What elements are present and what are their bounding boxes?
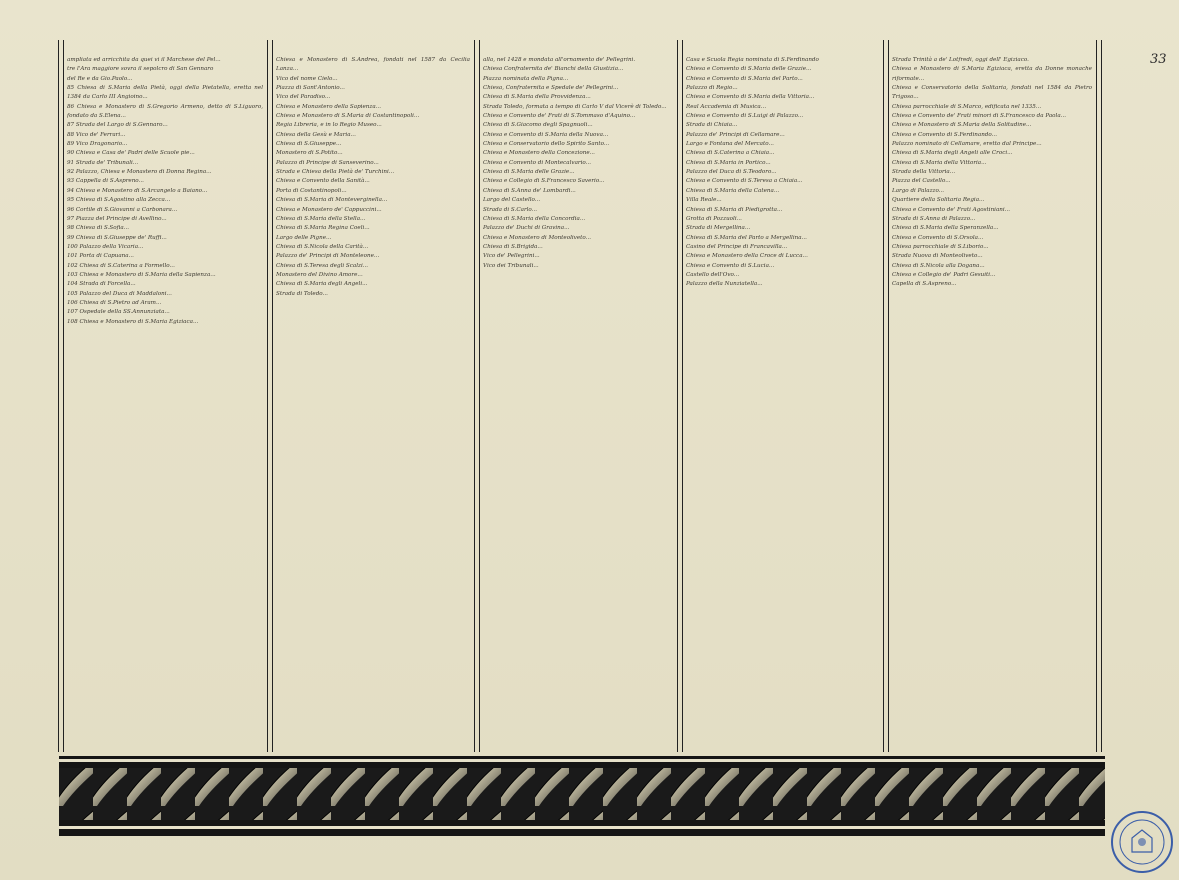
index-entry: Chiesa parrocchiale di S.Liborio... xyxy=(892,243,989,250)
index-entry: 106 Chiesa di S.Pietro ad Aram... xyxy=(67,299,162,306)
column-rule xyxy=(677,40,683,752)
column-rule xyxy=(474,40,480,752)
index-entry: Villa Reale... xyxy=(686,197,722,204)
index-column-2 xyxy=(276,56,470,748)
index-entry: Chiesa Confraternita de' Bianchi della Giustizia... xyxy=(483,66,624,73)
index-entry: Largo e Fontana del Mercato... xyxy=(686,141,774,148)
index-entry: Regia Libreria, e in lo Regio Museo... xyxy=(276,122,382,129)
index-column-5 xyxy=(892,56,1092,748)
index-entry: Chiesa e Monastero di S.Maria Egiziaca, eretta da Donne monache riformate... xyxy=(892,66,1092,82)
index-entry: 92 Palazzo, Chiesa e Monastero di Donna Regina... xyxy=(67,169,212,176)
index-entry: Chiesa di S.Teresa degli Scalzi... xyxy=(276,262,369,269)
index-entry: Chiesa e Convento di S.Maria della Nuova... xyxy=(483,131,609,138)
index-entry: 104 Strada di Forcella... xyxy=(67,281,136,288)
index-entry: Palazzo di Regio... xyxy=(686,85,738,92)
index-entry: Strada e Chiesa della Pietà de' Turchini... xyxy=(276,169,395,176)
index-entry: Strada di Toledo... xyxy=(276,290,328,297)
index-entry: Largo delle Pigne... xyxy=(276,234,332,241)
index-entry: Chiesa e Monastero di S.Maria della Solitudine... xyxy=(892,122,1032,129)
index-entry: Piazza nominata della Pigna... xyxy=(483,75,569,82)
index-entry: Chiesa e Monastero della Croce di Lucca... xyxy=(686,253,808,260)
index-entry: 102 Chiesa di S.Caterina a Formello... xyxy=(67,262,175,269)
column-rule xyxy=(267,40,273,752)
index-entry: Chiesa della Gesù e Maria... xyxy=(276,131,356,138)
index-entry: Palazzo di Principe di Sanseverino... xyxy=(276,159,379,166)
index-entry: Chiesa di S.Maria della Vittoria... xyxy=(892,159,987,166)
index-entry: Chiesa e Convento de' Frati di S.Tommaso d'Aquino... xyxy=(483,113,636,120)
index-entry: 86 Chiesa e Monastero di S.Gregorio Armeno, detto di S.Liguoro, fondato da S.Elena... xyxy=(67,103,263,120)
index-entry: Palazzo della Nunziatella... xyxy=(686,281,763,288)
column-text xyxy=(483,56,673,271)
index-entry: Vico del Paradiso... xyxy=(276,94,331,101)
index-entry: Real Accademia di Musica... xyxy=(686,103,767,110)
index-entry: Chiesa e Monastero de' Cappuccini... xyxy=(276,206,382,213)
index-entry: Chiesa e Convento della Sanità... xyxy=(276,178,370,185)
index-entry: Chiesa di S.Maria della Concordia... xyxy=(483,215,586,222)
index-entry: Largo del Castello... xyxy=(483,197,541,204)
index-entry: 101 Porta di Capuana... xyxy=(67,253,134,260)
index-entry: Casino del Principe di Francavilla... xyxy=(686,243,788,250)
index-entry: Palazzo de' Principi di Cellamare... xyxy=(686,131,785,138)
index-entry: Monastero del Divino Amore... xyxy=(276,271,363,278)
index-entry: Chiesa e Convento di S.Maria del Parto... xyxy=(686,75,803,82)
index-entry: 91 Strada de' Tribunali... xyxy=(67,159,139,166)
index-entry: Chiesa e Collegio di S.Francesco Saverio... xyxy=(483,178,605,185)
index-entry: Chiesa di S.Maria della Speranzella... xyxy=(892,225,999,232)
index-entry: Chiesa e Collegio de' Padri Gesuiti... xyxy=(892,271,996,278)
index-entry: Chiesa di S.Anna de' Lombardi... xyxy=(483,187,576,194)
index-column-3 xyxy=(483,56,673,748)
index-entry: Chiesa di S.Maria della Stella... xyxy=(276,215,366,222)
index-entry: Strada di S.Carlo... xyxy=(483,206,538,213)
index-entry: Chiesa e Convento di S.Luigi di Palazzo... xyxy=(686,113,804,120)
index-entry: Chiesa di S.Maria degli Angeli alle Croci... xyxy=(892,150,1013,157)
index-entry: Chiesa e Monastero di Monteoliveto... xyxy=(483,234,592,241)
index-entry: Grotta di Pozzuoli... xyxy=(686,215,742,222)
column-text xyxy=(686,56,879,290)
rope-ornament-band xyxy=(59,756,1105,836)
index-entry: Chiesa di S.Brigida... xyxy=(483,243,543,250)
index-entry: 108 Chiesa e Monastero di S.Maria Egiziaca... xyxy=(67,318,199,325)
index-entry: Vico de' Pellegrini... xyxy=(483,253,540,260)
index-entry: Chiesa e Convento di S.Maria delle Grazie... xyxy=(686,66,812,73)
index-entry: Vico del nome Cielo... xyxy=(276,75,338,82)
index-entry: Piazza di Sant'Antonio... xyxy=(276,85,345,92)
index-entry: Chiesa e Conservatorio della Solitaria, fondati nel 1584 da Pietro Trigoso... xyxy=(892,85,1092,101)
index-entry: 107 Ospedale della SS.Annunziata... xyxy=(67,309,170,316)
index-entry: Chiesa e Monastero della Concezione... xyxy=(483,150,595,157)
index-entry: Chiesa di S.Nicola della Carità... xyxy=(276,243,369,250)
index-entry: 90 Chiesa e Casa de' Padri delle Scuole pie... xyxy=(67,150,195,157)
index-entry: Chiesa e Convento di S.Maria della Vittoria... xyxy=(686,94,815,101)
index-entry: Strada di Mergellina... xyxy=(686,225,751,232)
index-entry: Monastero di S.Potito... xyxy=(276,150,343,157)
index-entry: Palazzo de' Duchi di Gravina... xyxy=(483,225,570,232)
index-entry: 99 Chiesa di S.Giuseppe de' Ruffi... xyxy=(67,234,167,241)
index-entry: 98 Chiesa di S.Sofia... xyxy=(67,225,130,232)
index-entry: tre l'Ara maggiore sovra il sepolcro di San Gennaro xyxy=(67,66,214,73)
index-entry: Porta di Costantinopoli... xyxy=(276,187,347,194)
page-number: 33 xyxy=(1150,52,1167,67)
index-entry: Strada della Vittoria... xyxy=(892,169,956,176)
column-rule xyxy=(883,40,889,752)
index-entry: Chiesa e Monastero di S.Maria di Costantinopoli... xyxy=(276,113,420,120)
index-entry: del Re e da Gio.Paolo... xyxy=(67,75,133,82)
index-entry: Strada Toledo, formata a tempo di Carlo V dal Vicerè di Toledo... xyxy=(483,103,667,110)
index-entry: Chiesa, Confraternita e Spedale de' Pellegrini... xyxy=(483,85,619,92)
index-entry: 94 Chiesa e Monastero di S.Arcangelo a Baiano... xyxy=(67,187,208,194)
index-entry: 93 Cappella di S.Aspreno... xyxy=(67,178,144,185)
index-entry: Chiesa di S.Maria della Catena... xyxy=(686,187,780,194)
index-entry: 97 Piazza del Principe di Avellino... xyxy=(67,215,167,222)
index-entry: Chiesa di S.Giacomo degli Spagnuoli... xyxy=(483,122,593,129)
index-entry: Palazzo de' Principi di Monteleone... xyxy=(276,253,380,260)
index-entry: 85 Chiesa di S.Maria della Pietà, oggi della Pietatella, eretta nel 1384 da Carlo III Angioino... xyxy=(67,85,263,101)
index-entry: Chiesa di S.Caterina a Chiaia... xyxy=(686,150,775,157)
index-entry: Chiesa di S.Maria di Piedigrotta... xyxy=(686,206,783,213)
index-entry: Strada Nuova di Monteoliveto... xyxy=(892,253,983,260)
index-entry: Chiesa e Convento di Montecalvario... xyxy=(483,159,591,166)
index-entry: Palazzo del Duca di S.Teodoro... xyxy=(686,169,777,176)
index-entry: Chiesa parrocchiale di S.Marco, edificata nel 1335... xyxy=(892,103,1042,110)
index-entry: Piazza del Castello... xyxy=(892,178,951,185)
index-entry: 89 Vico Dragonario... xyxy=(67,141,128,148)
column-rule xyxy=(1096,40,1102,752)
index-entry: ampliata ed arricchita da quei vi il Marchese del Pel... xyxy=(67,57,221,63)
index-entry: Castello dell'Ovo... xyxy=(686,271,740,278)
index-entry: Chiesa di S.Maria in Portico... xyxy=(686,159,771,166)
index-entry: Chiesa e Convento de' Frati Agostiniani... xyxy=(892,206,1011,213)
index-entry: 95 Chiesa di S.Agostino alla Zecca... xyxy=(67,197,171,204)
index-entry: Palazzo nominato di Cellamare, eretto dal Principe... xyxy=(892,141,1042,148)
index-entry: Vico dei Tribunali... xyxy=(483,262,539,269)
index-entry: Capella di S.Aspreno... xyxy=(892,281,957,288)
index-entry: Chiesa di S.Giuseppe... xyxy=(276,141,342,148)
index-entry: Chiesa e Convento di S.Ferdinando... xyxy=(892,131,997,138)
index-entry: Largo di Palazzo... xyxy=(892,187,945,194)
index-entry: alla, nel 1428 e mondata all'ornamento de' Pellegrini. xyxy=(483,57,636,63)
index-entry: 87 Strada del Largo di S.Gennaro... xyxy=(67,122,168,129)
column-text xyxy=(67,56,263,327)
index-entry: Chiesa di S.Maria delle Grazie... xyxy=(483,169,575,176)
index-entry: Chiesa e Convento di S.Teresa a Chiaia... xyxy=(686,178,803,185)
index-entry: 88 Vico de' Ferrari... xyxy=(67,131,126,138)
index-entry: Chiesa e Convento de' Frati minori di S.Francesco da Paola... xyxy=(892,113,1066,120)
index-entry: Chiesa e Monastero di S.Andrea, fondati nel 1587 da Cecilia Lanza... xyxy=(276,57,470,73)
column-text xyxy=(276,56,470,299)
index-entry: Chiesa di S.Maria di Monteverginella... xyxy=(276,197,388,204)
index-column-1 xyxy=(67,56,263,748)
index-entry: Chiesa di S.Maria del Parto a Mergellina... xyxy=(686,234,807,241)
index-entry: Chiesa e Convento di S.Orsola... xyxy=(892,234,984,241)
index-entry: Chiesa di S.Nicola alla Dogana... xyxy=(892,262,985,269)
index-entry: Chiesa e Conservatorio dello Spirito Santo... xyxy=(483,141,610,148)
index-entry: Strada di Chiaia... xyxy=(686,122,738,129)
index-entry: Strada di S.Anna di Palazzo... xyxy=(892,215,976,222)
index-entry: Chiesa e Monastero della Sapienza... xyxy=(276,103,381,110)
index-entry: Chiesa e Convento di S.Lucia... xyxy=(686,262,775,269)
index-entry: Strada Trinità a de' Lotfredi, oggi dell' Egiziaco. xyxy=(892,57,1029,63)
index-column-4 xyxy=(686,56,879,748)
index-entry: Chiesa di S.Maria Regina Coeli... xyxy=(276,225,370,232)
column-text xyxy=(892,56,1092,290)
library-stamp-seal xyxy=(1108,808,1176,876)
index-entry: Chiesa di S.Maria della Provvidenza... xyxy=(483,94,591,101)
index-entry: 105 Palazzo del Duca di Maddaloni... xyxy=(67,290,172,297)
index-entry: 96 Cortile di S.Giovanni a Carbonara... xyxy=(67,206,178,213)
index-entry: Chiesa di S.Maria degli Angeli... xyxy=(276,281,368,288)
index-entry: Quartiere della Solitaria Regia... xyxy=(892,197,985,204)
column-rule xyxy=(58,40,64,752)
index-entry: 100 Palazzo della Vicaria... xyxy=(67,243,144,250)
index-entry: Casa e Scuola Regia nominata di S.Ferdinando xyxy=(686,57,819,63)
index-entry: 103 Chiesa e Monastero di S.Maria della Sapienza... xyxy=(67,271,216,278)
